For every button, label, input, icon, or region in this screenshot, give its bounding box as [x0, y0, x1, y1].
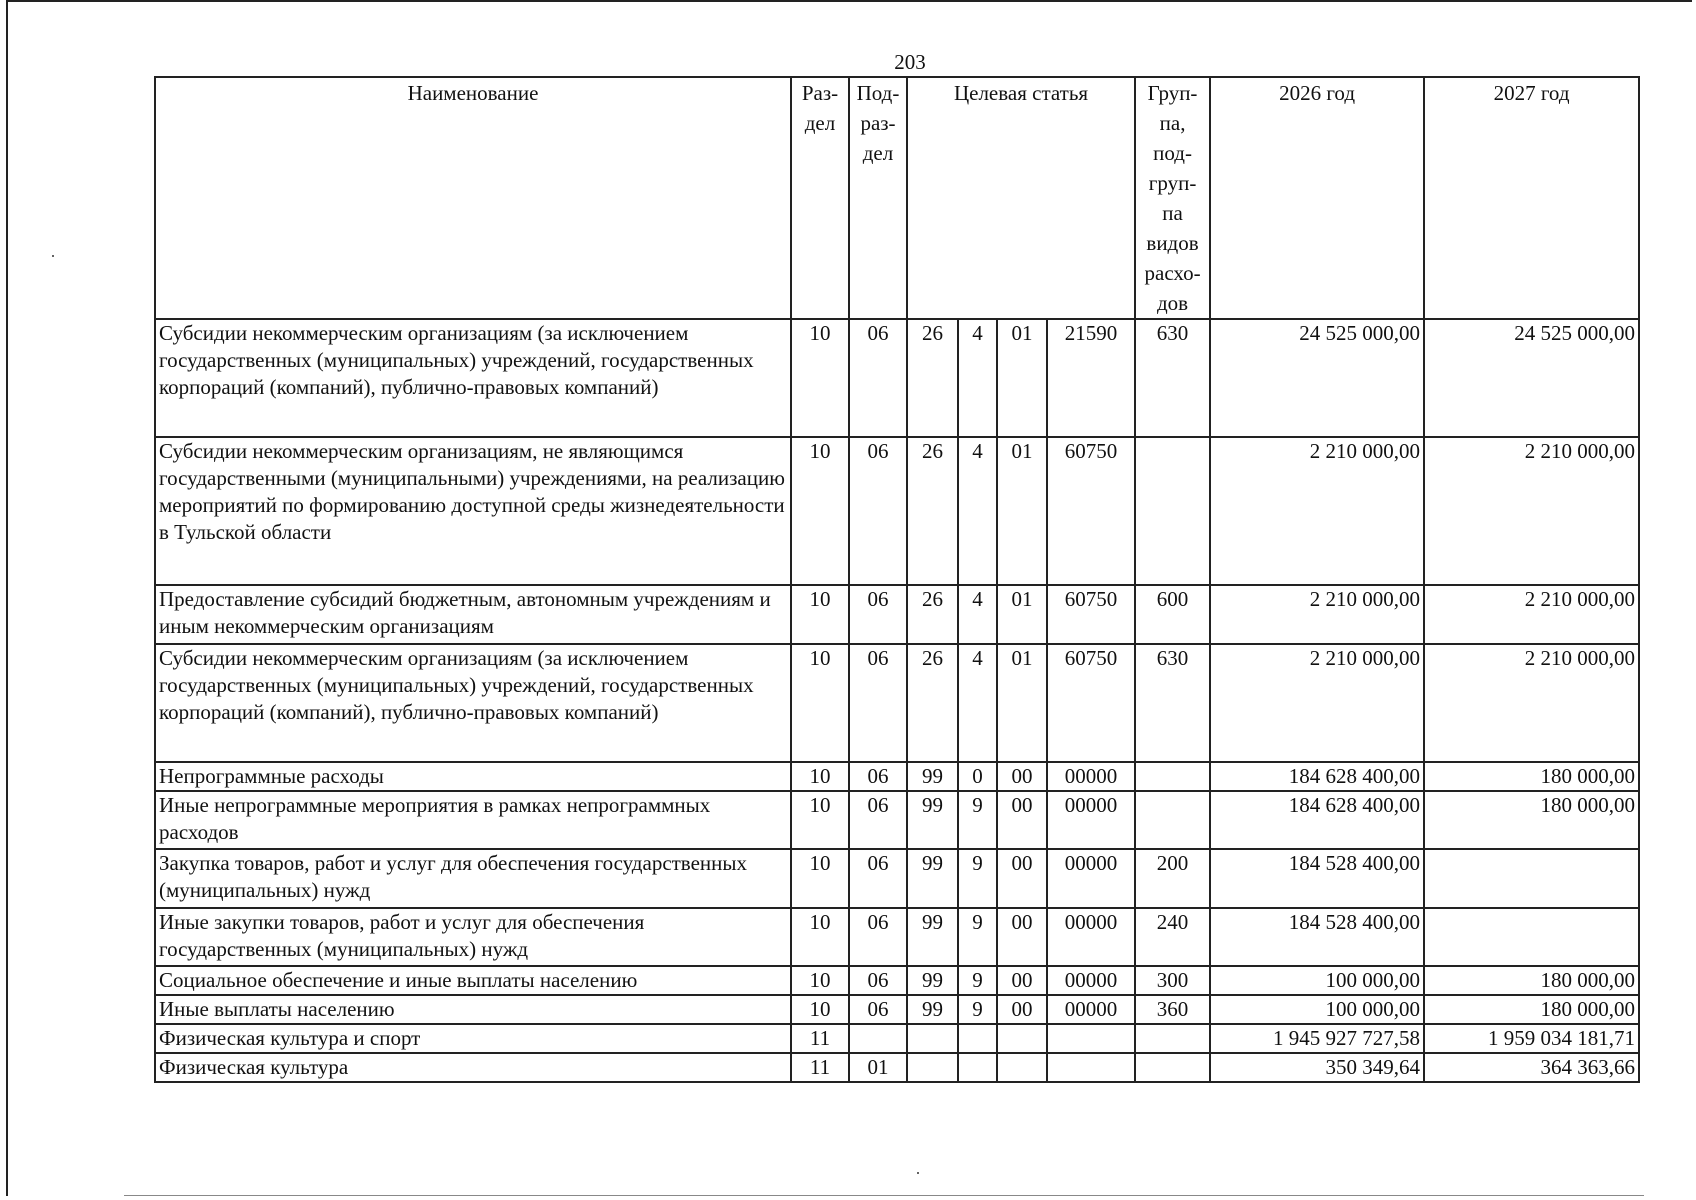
cell-group: [1135, 791, 1210, 849]
cell-y2026: 100 000,00: [1210, 995, 1424, 1024]
cell-t4: 60750: [1047, 585, 1135, 644]
cell-y2027: 2 210 000,00: [1424, 644, 1639, 762]
scan-speck: [917, 1172, 919, 1174]
cell-y2026: 1 945 927 727,58: [1210, 1024, 1424, 1053]
header-year-2027: 2027 год: [1424, 77, 1639, 319]
cell-y2027: [1424, 849, 1639, 908]
cell-t2: 4: [958, 319, 997, 437]
cell-t2: 9: [958, 966, 997, 995]
cell-section: 10: [791, 849, 849, 908]
cell-y2027: 1 959 034 181,71: [1424, 1024, 1639, 1053]
cell-t3: 00: [997, 849, 1047, 908]
scan-speck: [52, 255, 54, 257]
scan-bottom-edge: [124, 1195, 1644, 1196]
cell-y2026: 24 525 000,00: [1210, 319, 1424, 437]
cell-subsection: 06: [849, 762, 907, 791]
cell-y2026: 100 000,00: [1210, 966, 1424, 995]
cell-t4: [1047, 1053, 1135, 1082]
header-name: Наименование: [155, 77, 791, 319]
header-expense-group: Груп- па, под- груп- па видов расхо- дов: [1135, 77, 1210, 319]
cell-t4: 00000: [1047, 791, 1135, 849]
cell-group: 240: [1135, 908, 1210, 966]
cell-group: 360: [1135, 995, 1210, 1024]
cell-section: 10: [791, 319, 849, 437]
cell-name: Иные непрограммные мероприятия в рамках непрограммных расходов: [155, 791, 791, 849]
cell-y2027: [1424, 908, 1639, 966]
cell-subsection: 06: [849, 849, 907, 908]
cell-t1: 26: [907, 319, 958, 437]
cell-t2: 4: [958, 437, 997, 585]
cell-y2026: 2 210 000,00: [1210, 644, 1424, 762]
cell-name: Физическая культура и спорт: [155, 1024, 791, 1053]
table-row: [155, 791, 1639, 849]
page-number: 203: [894, 50, 926, 74]
cell-name: Физическая культура: [155, 1053, 791, 1082]
cell-t3: 00: [997, 908, 1047, 966]
cell-t1: [907, 1024, 958, 1053]
cell-subsection: 01: [849, 1053, 907, 1082]
cell-subsection: 06: [849, 995, 907, 1024]
cell-t1: 99: [907, 908, 958, 966]
cell-group: 630: [1135, 644, 1210, 762]
cell-t3: 01: [997, 437, 1047, 585]
cell-t4: 60750: [1047, 644, 1135, 762]
cell-t4: 60750: [1047, 437, 1135, 585]
cell-group: 300: [1135, 966, 1210, 995]
cell-y2027: 364 363,66: [1424, 1053, 1639, 1082]
cell-y2027: 180 000,00: [1424, 791, 1639, 849]
cell-y2027: 2 210 000,00: [1424, 437, 1639, 585]
cell-y2026: 184 628 400,00: [1210, 762, 1424, 791]
cell-y2026: 350 349,64: [1210, 1053, 1424, 1082]
cell-y2026: 184 528 400,00: [1210, 849, 1424, 908]
cell-y2026: 2 210 000,00: [1210, 437, 1424, 585]
cell-t1: 99: [907, 995, 958, 1024]
cell-name: Субсидии некоммерческим организациям (за исключением государственных (муниципальных) учреждений, государственных корпораций (компаний), публично-правовых компаний): [155, 319, 791, 437]
cell-y2027: 180 000,00: [1424, 966, 1639, 995]
cell-section: 10: [791, 966, 849, 995]
cell-t2: 4: [958, 644, 997, 762]
cell-section: 10: [791, 995, 849, 1024]
budget-table: [154, 76, 1640, 1083]
cell-t3: 00: [997, 966, 1047, 995]
cell-y2026: 184 528 400,00: [1210, 908, 1424, 966]
table-row: [155, 319, 1639, 437]
cell-t3: 00: [997, 995, 1047, 1024]
cell-t2: 9: [958, 791, 997, 849]
cell-t3: 01: [997, 585, 1047, 644]
cell-y2026: 2 210 000,00: [1210, 585, 1424, 644]
cell-group: [1135, 437, 1210, 585]
cell-group: [1135, 1053, 1210, 1082]
cell-t2: 4: [958, 585, 997, 644]
cell-y2027: 2 210 000,00: [1424, 585, 1639, 644]
cell-t4: 00000: [1047, 995, 1135, 1024]
cell-subsection: [849, 1024, 907, 1053]
cell-subsection: 06: [849, 585, 907, 644]
cell-t4: 00000: [1047, 966, 1135, 995]
header-section: Раз- дел: [791, 77, 849, 319]
table-header-row: [155, 77, 1639, 319]
cell-t1: [907, 1053, 958, 1082]
cell-subsection: 06: [849, 319, 907, 437]
table-row: [155, 908, 1639, 966]
table-row: [155, 437, 1639, 585]
cell-section: 11: [791, 1024, 849, 1053]
cell-subsection: 06: [849, 966, 907, 995]
cell-name: Непрограммные расходы: [155, 762, 791, 791]
cell-y2027: 24 525 000,00: [1424, 319, 1639, 437]
cell-name: Социальное обеспечение и иные выплаты населению: [155, 966, 791, 995]
cell-group: [1135, 762, 1210, 791]
table-row: [155, 1024, 1639, 1053]
cell-t3: 01: [997, 319, 1047, 437]
cell-section: 10: [791, 644, 849, 762]
cell-name: Субсидии некоммерческим организациям, не являющимся государственными (муниципальными) учреждениями, на реализацию мероприятий по формированию доступной среды жизнедеятельности в Тульской области: [155, 437, 791, 585]
cell-group: [1135, 1024, 1210, 1053]
table-row: [155, 995, 1639, 1024]
table-row: [155, 966, 1639, 995]
cell-name: Закупка товаров, работ и услуг для обеспечения государственных (муниципальных) нужд: [155, 849, 791, 908]
cell-t2: [958, 1053, 997, 1082]
cell-name: Предоставление субсидий бюджетным, автономным учреждениям и иным некоммерческим организациям: [155, 585, 791, 644]
table-row: [155, 585, 1639, 644]
cell-section: 10: [791, 437, 849, 585]
cell-y2027: 180 000,00: [1424, 995, 1639, 1024]
cell-t1: 99: [907, 849, 958, 908]
header-subsection: Под- раз- дел: [849, 77, 907, 319]
cell-t4: 00000: [1047, 762, 1135, 791]
cell-t1: 99: [907, 762, 958, 791]
cell-name: Иные закупки товаров, работ и услуг для обеспечения государственных (муниципальных) нужд: [155, 908, 791, 966]
cell-t1: 99: [907, 966, 958, 995]
cell-t3: [997, 1053, 1047, 1082]
cell-t4: 00000: [1047, 849, 1135, 908]
cell-name: Иные выплаты населению: [155, 995, 791, 1024]
cell-name: Субсидии некоммерческим организациям (за исключением государственных (муниципальных) учреждений, государственных корпораций (компаний), публично-правовых компаний): [155, 644, 791, 762]
cell-t4: 21590: [1047, 319, 1135, 437]
table-row: [155, 1053, 1639, 1082]
cell-t4: 00000: [1047, 908, 1135, 966]
cell-section: 10: [791, 791, 849, 849]
table-row: [155, 849, 1639, 908]
cell-section: 10: [791, 908, 849, 966]
cell-t2: 0: [958, 762, 997, 791]
cell-t2: [958, 1024, 997, 1053]
cell-t1: 26: [907, 585, 958, 644]
cell-t1: 99: [907, 791, 958, 849]
table-row: [155, 644, 1639, 762]
cell-section: 10: [791, 585, 849, 644]
cell-y2027: 180 000,00: [1424, 762, 1639, 791]
cell-t3: 00: [997, 791, 1047, 849]
cell-y2026: 184 628 400,00: [1210, 791, 1424, 849]
cell-t3: [997, 1024, 1047, 1053]
cell-t3: 00: [997, 762, 1047, 791]
cell-subsection: 06: [849, 644, 907, 762]
cell-t4: [1047, 1024, 1135, 1053]
cell-group: 200: [1135, 849, 1210, 908]
cell-group: 630: [1135, 319, 1210, 437]
cell-group: 600: [1135, 585, 1210, 644]
cell-section: 10: [791, 762, 849, 791]
cell-subsection: 06: [849, 437, 907, 585]
cell-subsection: 06: [849, 791, 907, 849]
table-row: [155, 762, 1639, 791]
cell-t2: 9: [958, 995, 997, 1024]
cell-t2: 9: [958, 849, 997, 908]
cell-t1: 26: [907, 644, 958, 762]
cell-t1: 26: [907, 437, 958, 585]
cell-t3: 01: [997, 644, 1047, 762]
cell-t2: 9: [958, 908, 997, 966]
cell-section: 11: [791, 1053, 849, 1082]
cell-subsection: 06: [849, 908, 907, 966]
header-target-article: Целевая статья: [907, 77, 1135, 319]
header-year-2026: 2026 год: [1210, 77, 1424, 319]
